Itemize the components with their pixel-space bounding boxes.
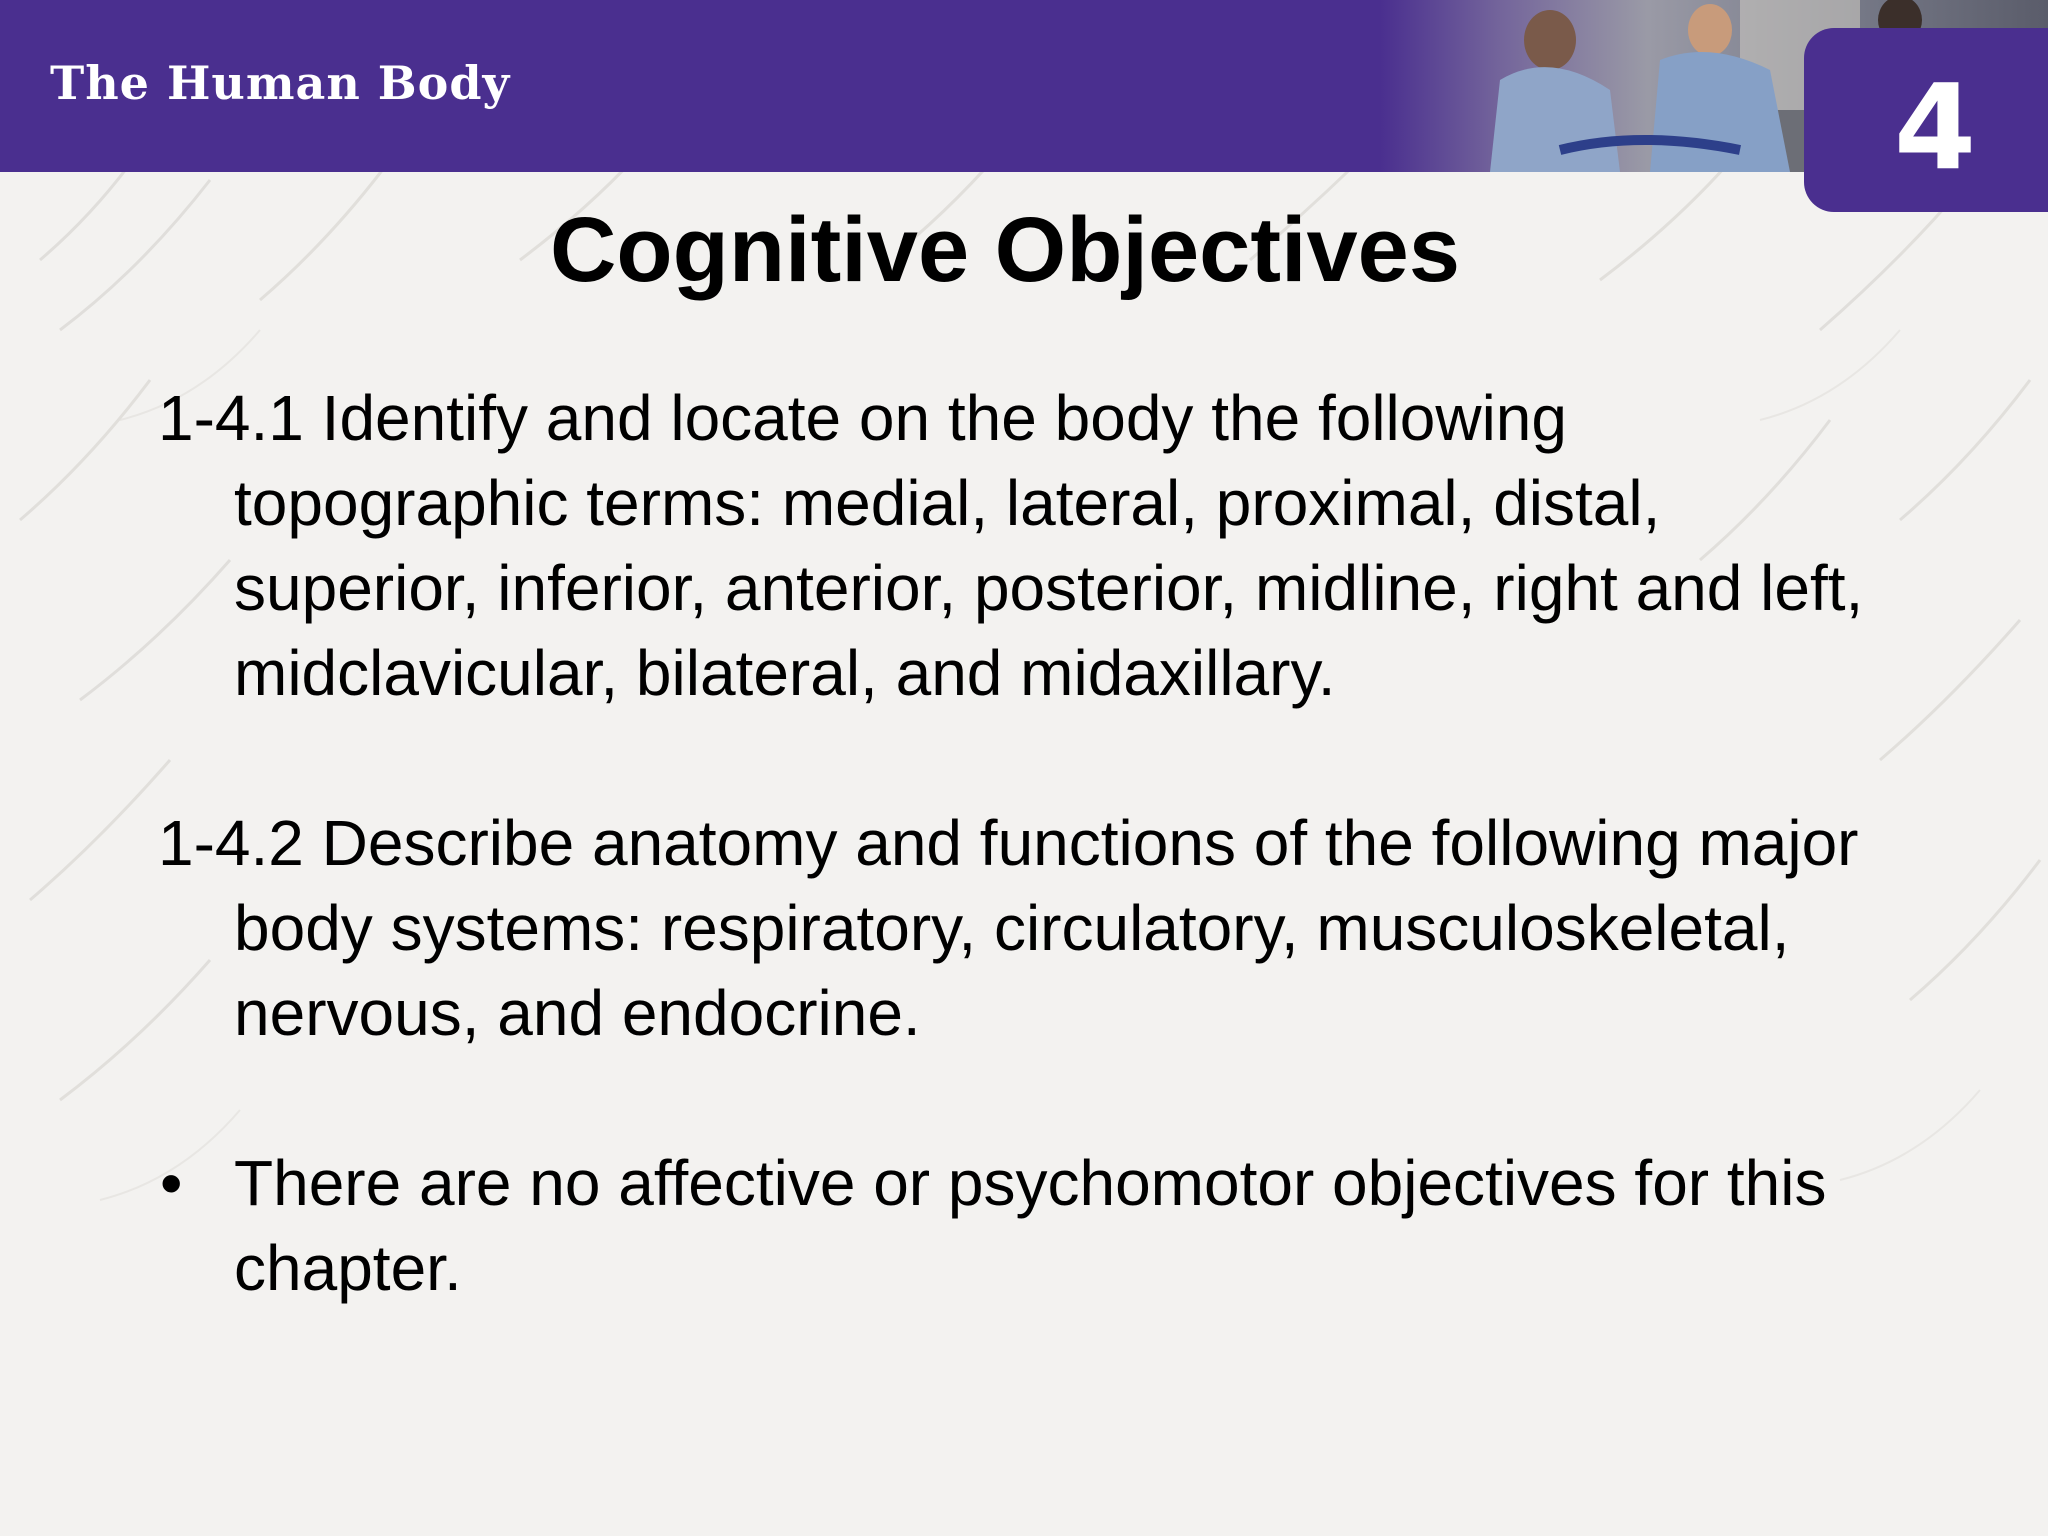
header-title: The Human Body (50, 56, 511, 110)
objective-1-4-2: 1-4.2 Describe anatomy and functions of the following major body systems: respiratory, circulatory, musculoskeletal, nervous, and endocrine. (158, 807, 1859, 1049)
chapter-number: 4 (1893, 58, 1977, 196)
slide-title: Cognitive Objectives (549, 199, 1461, 301)
bullet-point-icon: • (160, 1147, 183, 1219)
bullet-item (158, 1141, 1898, 1311)
objectives-list (158, 376, 1898, 1311)
note-text: There are no affective or psychomotor objectives for this chapter. (234, 1147, 1827, 1304)
objective-1-4-1: 1-4.1 Identify and locate on the body the following topographic terms: medial, lateral, proximal, distal, superior, inferior, anterior, posterior, midline, right and left, midclavicular, bilateral, and midaxillary. (158, 382, 1864, 709)
